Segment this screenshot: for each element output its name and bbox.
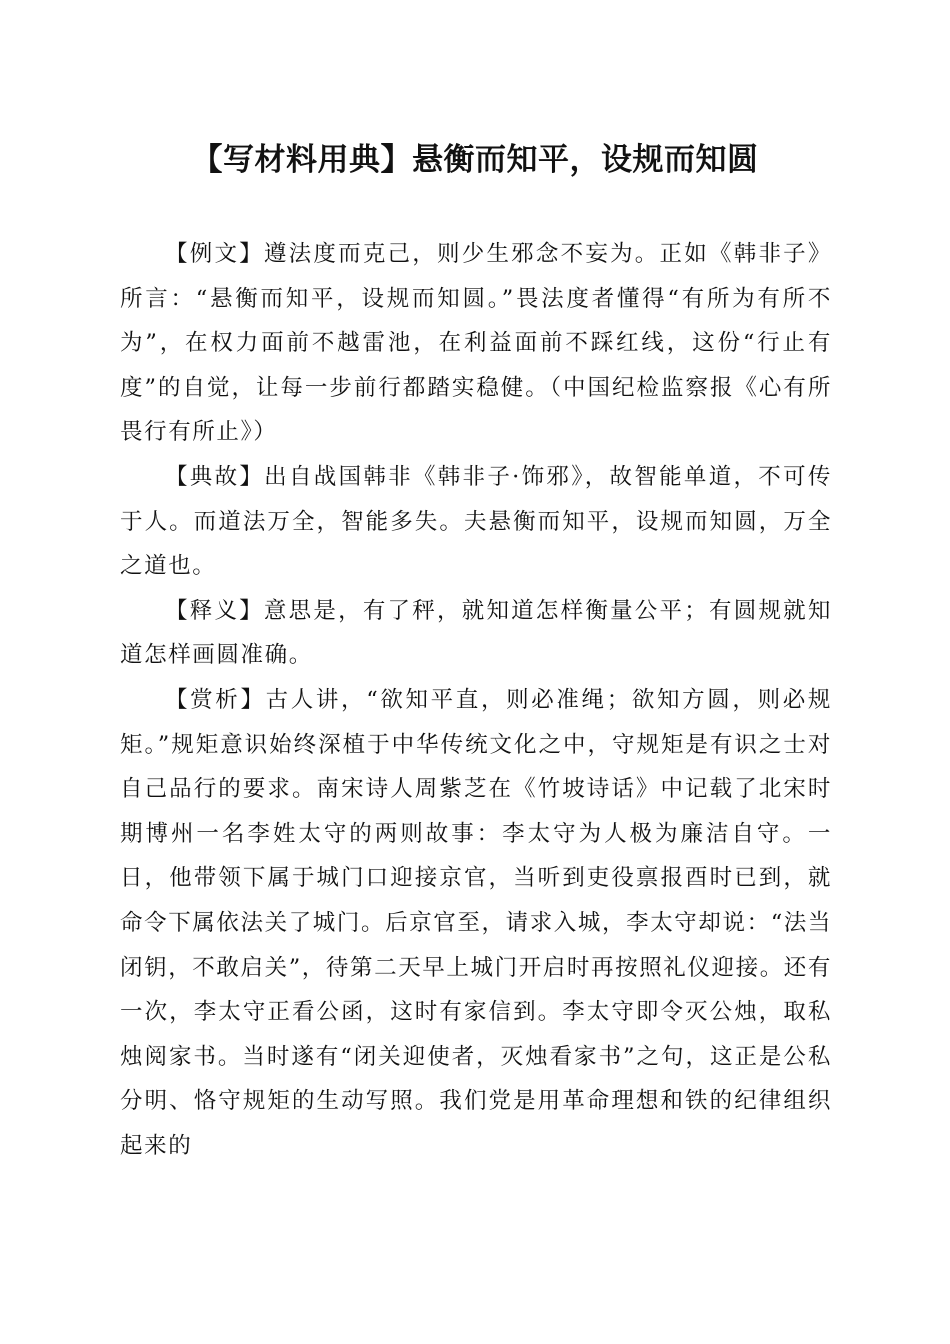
document-body xyxy=(120,232,832,1168)
paragraph-allusion: 【典故】出自战国韩非《韩非子·饰邪》，故智能单道，不可传于人。而道法万全，智能多失。夫悬衡而知平，设规而知圆，万全之道也。 xyxy=(120,463,832,580)
paragraph-appreciation: 【赏析】古人讲，“欲知平直，则必准绳；欲知方圆，则必规矩。”规矩意识始终深植于中华传统文化之中，守规矩是有识之士对自己品行的要求。南宋诗人周紫芝在《竹坡诗话》中记载了北宋时期博州一名李姓太守的两则故事：李太守为人极为廉洁自守。一日，他带领下属于城门口迎接京官，当听到吏役禀报酉时已到，就命令下属依法关了城门。后京官至，请求入城，李太守却说：“法当闭钥，不敢启关”，待第二天早上城门开启时再按照礼仪迎接。还有一次，李太守正看公函，这时有家信到。李太守即令灭公烛，取私烛阅家书。当时遂有“闭关迎使者，灭烛看家书”之句，这正是公私分明、恪守规矩的生动写照。我们党是用革命理想和铁的纪律组织起来的 xyxy=(120,686,833,1159)
paragraph-interpretation: 【释义】意思是，有了秤，就知道怎样衡量公平；有圆规就知道怎样画圆准确。 xyxy=(120,597,832,669)
paragraph-example: 【例文】遵法度而克己，则少生邪念不妄为。正如《韩非子》所言：“悬衡而知平，设规而知圆。”畏法度者懂得“有所为有所不为”，在权力面前不越雷池，在利益面前不踩红线，这份“行止有度”的自觉，让每一步前行都踏实稳健。（中国纪检监察报《心有所畏行有所止》） xyxy=(120,241,832,446)
document-title: 【写材料用典】悬衡而知平，设规而知圆 xyxy=(191,142,759,178)
